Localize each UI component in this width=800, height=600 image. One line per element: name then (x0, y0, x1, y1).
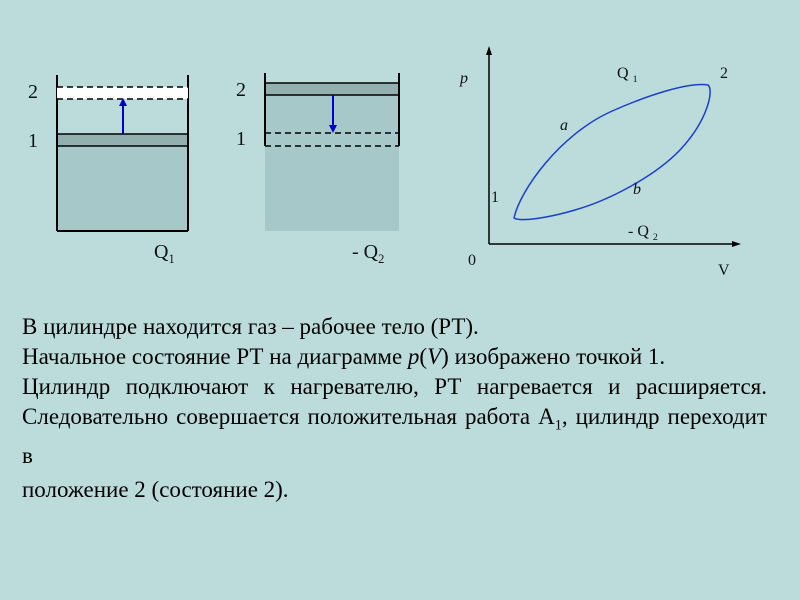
right-level-1: 1 (236, 128, 246, 150)
p3-line1: Цилиндр подключают к нагревателю, РТ нагревается и расширяется. Следовательно совершается положительная работа А (22, 374, 767, 429)
path-b-label: b (633, 181, 641, 198)
v-axis-arrow-icon (732, 241, 741, 247)
paragraph-3 (22, 372, 767, 471)
p2-p: p (407, 344, 420, 369)
p2-post: ) изображено точкой 1. (441, 344, 666, 369)
left-heat-label (154, 242, 175, 265)
q2-q: - Q (628, 223, 649, 240)
left-level-1: 1 (28, 130, 38, 152)
right-heat-sub: 2 (378, 252, 385, 266)
q1-label (617, 66, 638, 85)
p3-sub: 1 (554, 417, 562, 434)
left-piston (57, 134, 188, 146)
right-piston (265, 83, 399, 95)
p3-line2: , цилиндр переходит в (22, 404, 767, 468)
pv-diagram (486, 46, 741, 247)
point-1-label: 1 (491, 189, 499, 206)
p2-paren: ( (419, 344, 428, 369)
q1-q: Q (617, 65, 629, 82)
point-2-label: 2 (720, 65, 728, 82)
explanation-text (22, 312, 767, 505)
p-axis-label: p (460, 70, 468, 87)
paragraph-2 (22, 342, 767, 372)
right-level-2: 2 (236, 79, 246, 101)
p2-v: V (427, 344, 442, 369)
paragraph-4: положение 2 (состояние 2). (22, 476, 289, 502)
paragraph-1: В цилиндре находится газ – рабочее тело (РТ). (22, 314, 479, 339)
cycle-curve (514, 85, 710, 220)
left-level-2: 2 (28, 81, 38, 103)
origin-label: 0 (468, 252, 476, 269)
right-heat-q: - Q (352, 241, 379, 263)
left-heat-q: Q (154, 241, 169, 263)
left-cylinder (57, 75, 188, 231)
path-a-label: a (560, 117, 568, 134)
p2-pre: Начальное состояние РТ на диаграмме (22, 344, 408, 369)
left-heat-sub: 1 (168, 252, 175, 266)
q2-sub: 2 (652, 232, 658, 244)
q2-label (628, 224, 658, 243)
right-cylinder (265, 73, 399, 231)
left-gas-fill (57, 146, 188, 231)
p-axis-arrow-icon (486, 46, 492, 55)
right-heat-label (352, 242, 384, 265)
left-piston-target (57, 87, 188, 99)
q1-sub: 1 (632, 74, 638, 86)
v-axis-label: V (718, 262, 730, 279)
